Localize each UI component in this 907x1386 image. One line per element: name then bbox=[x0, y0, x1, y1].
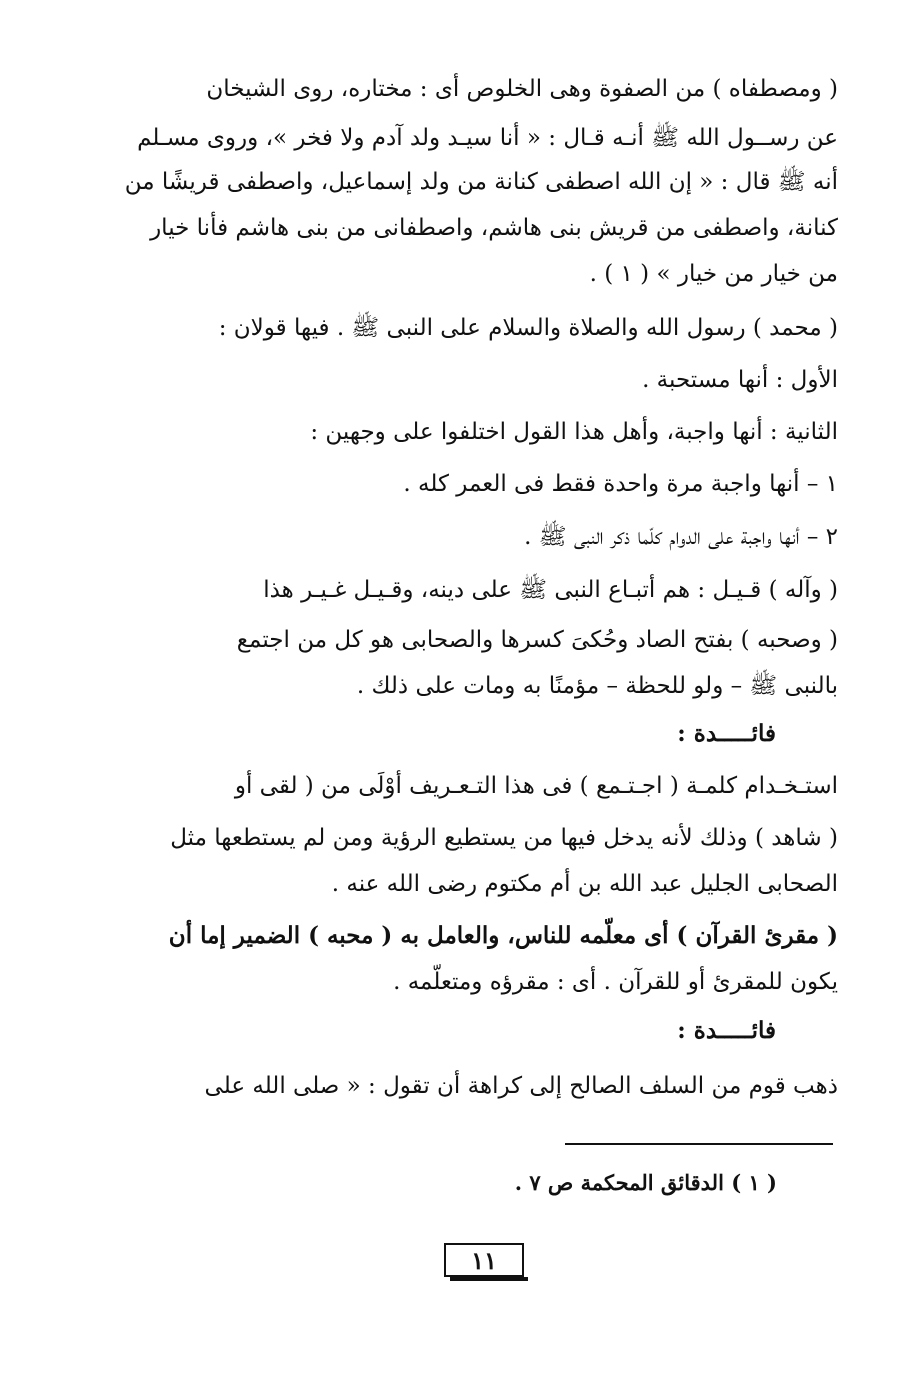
text-line-1: ( ومصطفاه ) من الصفوة وهى الخلوص أى : مختاره، روى الشيخان bbox=[206, 76, 838, 102]
text-line-10: ٢ – أنها واجبة على الدوام كلّما ذكر النبى ﷺ . bbox=[524, 524, 838, 550]
section-heading-1: فائـــــدة : bbox=[677, 720, 776, 747]
text-line-8: الثانية : أنها واجبة، وأهل هذا القول اختلفوا على وجهين : bbox=[310, 419, 838, 445]
text-line-13: بالنبى ﷺ – ولو للحظة – مؤمنًا به ومات على ذلك . bbox=[356, 673, 838, 699]
text-line-17: الصحابى الجليل عبد الله بن أم مكتوم رضى الله عنه . bbox=[331, 871, 838, 897]
page-number: ١١ bbox=[444, 1243, 524, 1277]
text-line-3: أنه ﷺ قال : « إن الله اصطفى كنانة من ولد إسماعيل، واصطفى قريشًا من bbox=[124, 169, 838, 195]
text-line-11: ( وآله ) قـيـل : هم أتبـاع النبى ﷺ على دينه، وقـيـل غـيـر هذا bbox=[263, 577, 838, 603]
text-line-19: يكون للمقرئ أو للقرآن . أى : مقرؤه ومتعلّمه . bbox=[393, 969, 838, 995]
text-line-16: ( شاهد ) وذلك لأنه يدخل فيها من يستطيع الرؤية ومن لم يستطعها مثل bbox=[170, 825, 838, 851]
text-line-15: استـخـدام كلمـة ( اجـتـمع ) فى هذا التـعـريف أوْلَى من ( لقى أو bbox=[234, 773, 838, 799]
text-line-21: ذهب قوم من السلف الصالح إلى كراهة أن تقول : « صلى الله على bbox=[204, 1073, 838, 1099]
footnote: ( ١ ) الدقائق المحكمة ص ٧ . bbox=[514, 1170, 777, 1195]
text-line-2: عن رســول الله ﷺ أنـه قـال : « أنا سيـد ولد آدم ولا فخر »، وروى مسـلم bbox=[137, 125, 838, 151]
body-text bbox=[118, 0, 838, 1140]
text-line-5: من خيار من خيار » ( ١ ) . bbox=[589, 261, 838, 287]
text-line-6: ( محمد ) رسول الله والصلاة والسلام على النبى ﷺ . فيها قولان : bbox=[218, 315, 838, 341]
text-line-4: كنانة، واصطفى من قريش بنى هاشم، واصطفانى من بنى هاشم فأنا خيار bbox=[150, 215, 838, 241]
text-line-9: ١ – أنها واجبة مرة واحدة فقط فى العمر كله . bbox=[403, 471, 838, 497]
text-line-12: ( وصحبه ) بفتح الصاد وحُكىَ كسرها والصحابى هو كل من اجتمع bbox=[236, 627, 838, 653]
text-line-18: ( مقرئ القرآن ) أى معلّمه للناس، والعامل به ( محبه ) الضمير إما أن bbox=[168, 922, 838, 949]
footnote-divider bbox=[565, 1143, 833, 1145]
section-heading-2: فائـــــدة : bbox=[677, 1017, 776, 1044]
text-line-7: الأول : أنها مستحبة . bbox=[642, 367, 838, 393]
